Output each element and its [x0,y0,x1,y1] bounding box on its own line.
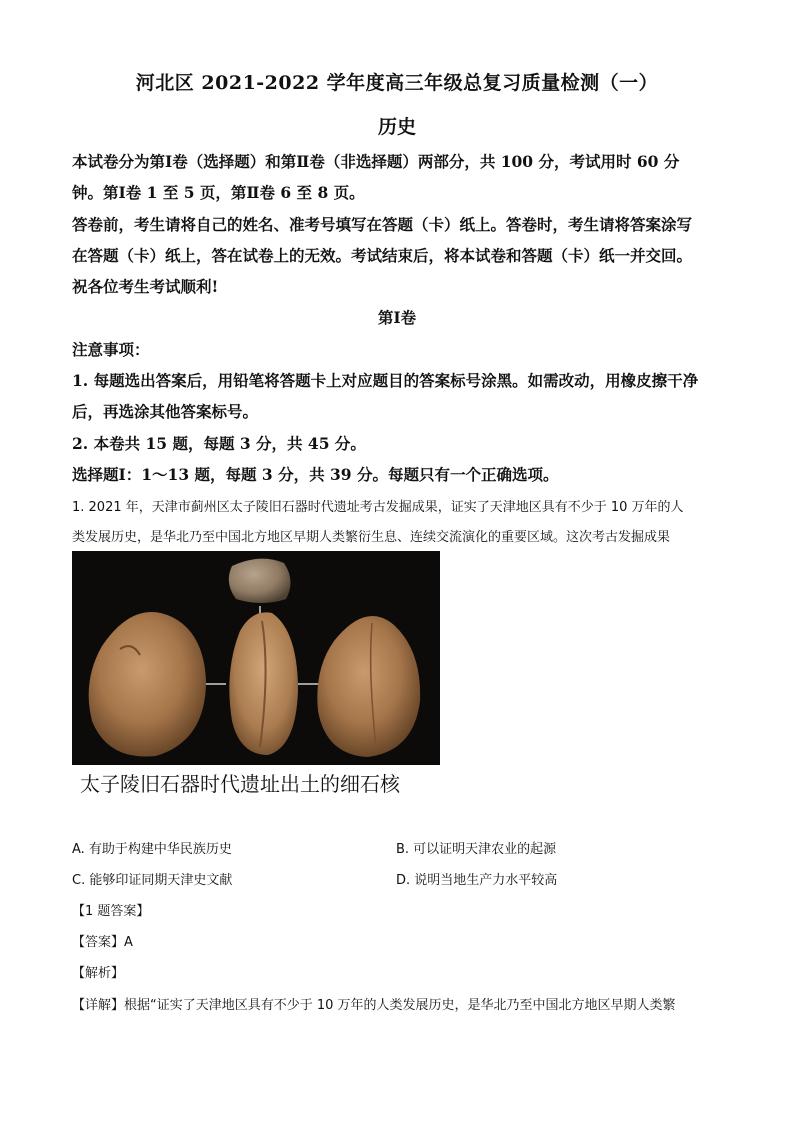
option-b: B. 可以证明天津农业的起源 [396,842,557,857]
notice-2: 2. 本卷共 15 题，每题 3 分，共 45 分。 [72,434,366,453]
answer-text: 【答案】A [72,935,133,950]
intro-line-5: 祝各位考生考试顺利! [72,277,219,296]
intro-line-1: 本试卷分为第Ⅰ卷（选择题）和第Ⅱ卷（非选择题）两部分，共 100 分，考试用时 60 分 [72,152,680,171]
analysis-label: 【解析】 [72,966,125,981]
exam-subject: 历史 [377,116,416,138]
intro-line-3: 答卷前，考生请将自己的姓名、准考号填写在答题（卡）纸上。答卷时，考生请将答案涂写 [72,215,693,234]
exam-title: 河北区 2021-2022 学年度高三年级总复习质量检测（一） [135,72,659,94]
option-c: C. 能够印证同期天津史文献 [72,873,233,888]
intro-line-2: 钟。第Ⅰ卷 1 至 5 页，第Ⅱ卷 6 至 8 页。 [72,183,365,202]
question-1-stem-1: 1. 2021 年，天津市蓟州区太子陵旧石器时代遗址考古发掘成果，证实了天津地区具有不少于 10 万年的人 [72,500,684,515]
stone-core-photo [72,551,440,765]
stone-core-illustration [72,551,440,765]
choice-title: 选择题Ⅰ：1～13 题，每题 3 分，共 39 分。每题只有一个正确选项。 [72,465,559,484]
notice-title: 注意事项： [72,340,150,359]
notice-1a: 1. 每题选出答案后，用铅笔将答题卡上对应题目的答案标号涂黑。如需改动，用橡皮擦干净 [72,371,699,390]
answer-label: 【1 题答案】 [72,904,150,919]
notice-1b: 后，再选涂其他答案标号。 [72,402,259,421]
photo-caption: 太子陵旧石器时代遗址出土的细石核 [80,772,400,796]
section-heading: 第Ⅰ卷 [377,308,417,327]
detail-text: 【详解】根据“证实了天津地区具有不少于 10 万年的人类发展历史，是华北乃至中国北方地区早期人类繁 [72,998,676,1013]
option-a: A. 有助于构建中华民族历史 [72,842,232,857]
question-1-stem-2: 类发展历史，是华北乃至中国北方地区早期人类繁衍生息、连续交流演化的重要区域。这次考古发掘成果 [72,530,671,545]
intro-line-4: 在答题（卡）纸上，答在试卷上的无效。考试结束后，将本试卷和答题（卡）纸一并交回。 [72,246,693,265]
option-d: D. 说明当地生产力水平较高 [396,873,558,888]
